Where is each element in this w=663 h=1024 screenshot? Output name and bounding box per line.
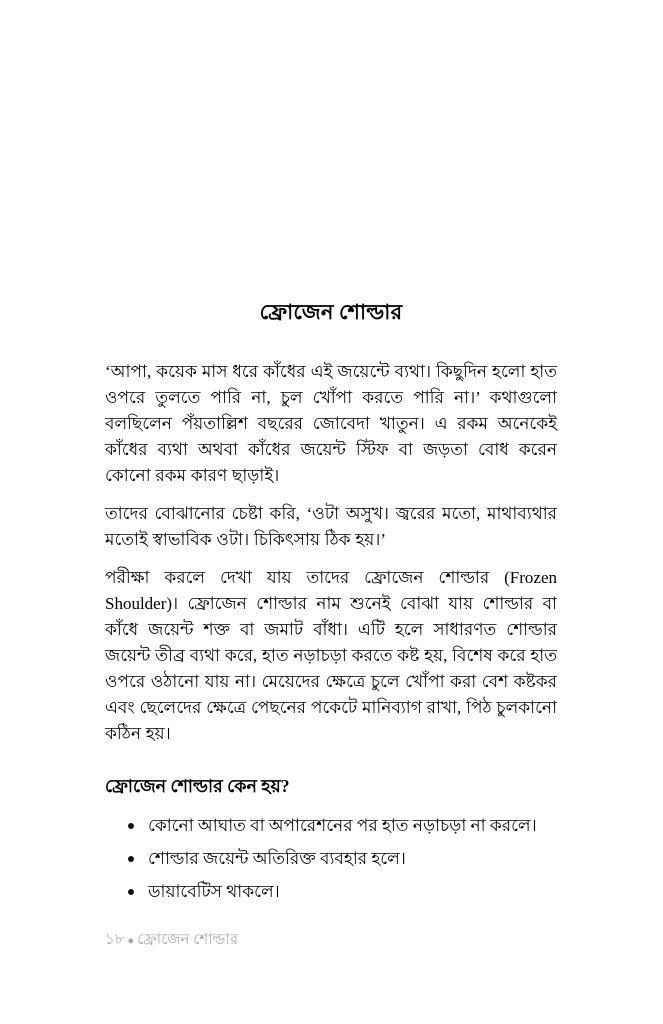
running-title: ফ্রোজেন শোল্ডার (137, 932, 239, 948)
page-footer (105, 930, 238, 951)
section-heading-causes: ফ্রোজেন শোল্ডার কেন হয়? (105, 776, 290, 797)
list-item-label: ডায়াবেটিস থাকলে। (148, 882, 280, 902)
footer-separator-icon: ● (127, 934, 135, 947)
page-number: ১৮ (105, 932, 125, 948)
list-item-label: শোল্ডার জয়েন্ট অতিরিক্ত ব্যবহার হলে। (148, 849, 406, 869)
causes-bullet-list (105, 813, 557, 905)
body-paragraph-3: পরীক্ষা করলে দেখা যায় তাদের ফ্রোজেন শোল্ডার (Frozen Shoulder)। ফ্রোজেন শোল্ডার নাম শুনেই বোঝা যায় শোল্ডার বা কাঁধে জয়েন্ট শক্ত বা জমাট বাঁধা। এটি হলে সাধারণত শোল্ডার জয়েন্ট তীব্র ব্যথা করে, হাত নড়াচড়া করতে কষ্ট হয়, বিশেষ করে হাত ওপরে ওঠানো যায় না। মেয়েদের ক্ষেত্রে চুলে খোঁপা করা বেশ কষ্টকর এবং ছেলেদের ক্ষেত্রে পেছনের পকেটে মানিব্যাগ রাখা, পিঠ চুলকানো কঠিন হয়। (105, 568, 557, 744)
bullet-dot-icon (128, 856, 134, 862)
body-paragraph-1: ‘আপা, কয়েক মাস ধরে কাঁধের এই জয়েন্টে ব্যথা। কিছুদিন হলো হাত ওপরে তুলতে পারি না, চুল খোঁপা করতে পারি না।’ কথাগুলো বলছিলেন পঁয়তাল্লিশ বছরের জোবেদা খাতুন। এ রকম অনেকেই কাঁধের ব্যথা অথবা কাঁধের জয়েন্ট স্টিফ বা জড়তা বোধ করেন কোনো রকম কারণ ছাড়াই। (105, 362, 557, 486)
bullet-dot-icon (128, 823, 134, 829)
body-paragraph-2: তাদের বোঝানোর চেষ্টা করি, ‘ওটা অসুখ। জ্বরের মতো, মাথাব্যথার মতোই স্বাভাবিক ওটা। চিকিৎসায় ঠিক হয়।’ (105, 504, 557, 550)
bullet-dot-icon (128, 889, 134, 895)
list-item (105, 879, 557, 905)
page-content (105, 0, 557, 912)
chapter-title: ফ্রোজেন শোল্ডার (259, 300, 403, 324)
list-item-label: কোনো আঘাত বা অপারেশনের পর হাত নড়াচড়া না করলে। (148, 816, 537, 836)
list-item (105, 813, 557, 839)
list-item (105, 846, 557, 872)
